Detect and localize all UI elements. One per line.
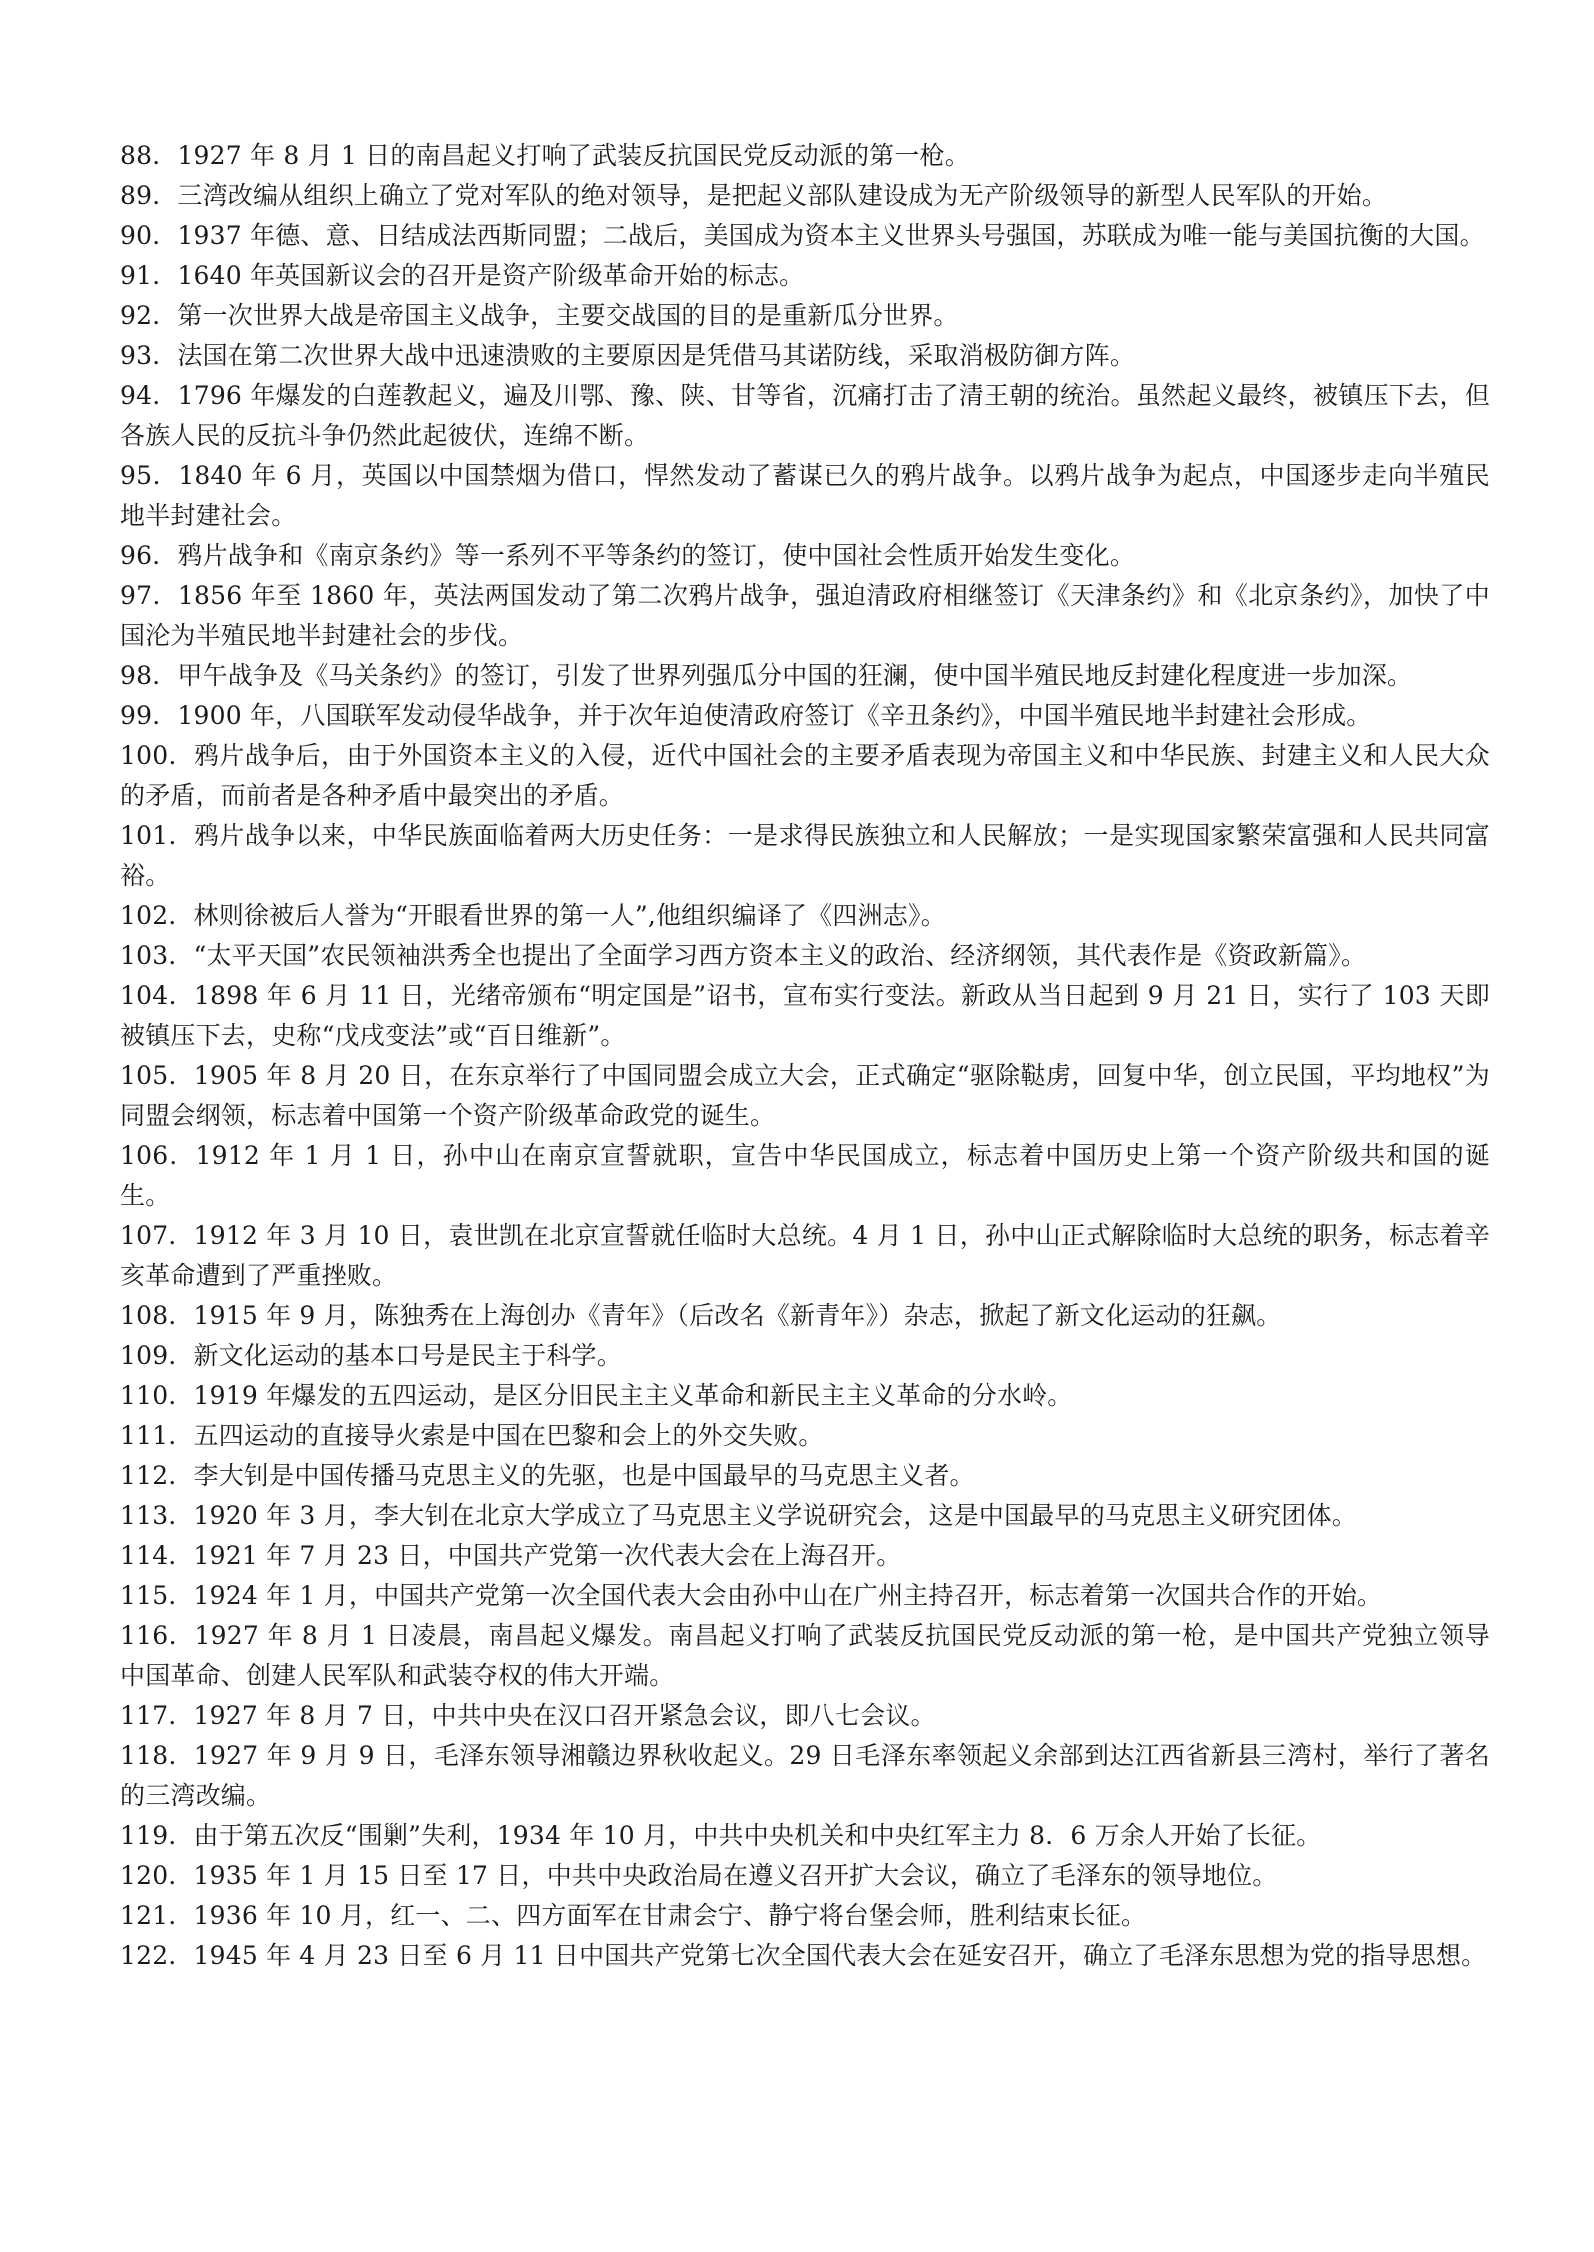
item-94: 94．1796 年爆发的白莲教起义，遍及川鄂、豫、陕、甘等省，沉痛打击了清王朝的统治。虽然起义最终，被镇压下去，但各族人民的反抗斗争仍然此起彼伏，连绵不断。 xyxy=(120,381,1490,450)
item-121: 121．1936 年 10 月，红一、二、四方面军在甘肃会宁、静宁将台堡会师，胜利结束长征。 xyxy=(120,1901,1147,1930)
item-104: 104．1898 年 6 月 11 日，光绪帝颁布“明定国是”诏书，宣布实行变法。新政从当日起到 9 月 21 日，实行了 103 天即被镇压下去，史称“戊戌变法”或“百日维新”。 xyxy=(120,981,1490,1050)
item-107: 107．1912 年 3 月 10 日，袁世凯在北京宣誓就任临时大总统。4 月 1 日，孙中山正式解除临时大总统的职务，标志着辛亥革命遭到了严重挫败。 xyxy=(120,1221,1490,1290)
item-89: 89．三湾改编从组织上确立了党对军队的绝对领导，是把起义部队建设成为无产阶级领导的新型人民军队的开始。 xyxy=(120,181,1388,210)
item-108: 108．1915 年 9 月，陈独秀在上海创办《青年》（后改名《新青年》）杂志，掀起了新文化运动的狂飙。 xyxy=(120,1301,1282,1330)
item-93: 93．法国在第二次世界大战中迅速溃败的主要原因是凭借马其诺防线，采取消极防御方阵。 xyxy=(120,341,1136,370)
item-113: 113．1920 年 3 月，李大钊在北京大学成立了马克思主义学说研究会，这是中国最早的马克思主义研究团体。 xyxy=(120,1501,1357,1530)
item-112: 112．李大钊是中国传播马克思主义的先驱，也是中国最早的马克思主义者。 xyxy=(120,1461,975,1490)
item-91: 91．1640 年英国新议会的召开是资产阶级革命开始的标志。 xyxy=(120,261,805,290)
item-99: 99．1900 年，八国联军发动侵华战争，并于次年迫使清政府签订《辛丑条约》，中国半殖民地半封建社会形成。 xyxy=(120,701,1372,730)
item-109: 109．新文化运动的基本口号是民主于科学。 xyxy=(120,1341,622,1370)
item-119: 119．由于第五次反“围剿”失利，1934 年 10 月，中共中央机关和中央红军主力 8．6 万余人开始了长征。 xyxy=(120,1821,1322,1850)
item-103: 103．“太平天国”农民领袖洪秀全也提出了全面学习西方资本主义的政治、经济纲领，其代表作是《资政新篇》。 xyxy=(120,941,1367,970)
item-116: 116．1927 年 8 月 1 日凌晨，南昌起义爆发。南昌起义打响了武装反抗国民党反动派的第一枪，是中国共产党独立领导中国革命、创建人民军队和武装夺权的伟大开端。 xyxy=(120,1621,1490,1690)
item-118: 118．1927 年 9 月 9 日，毛泽东领导湘赣边界秋收起义。29 日毛泽东率领起义余部到达江西省新县三湾村，举行了著名的三湾改编。 xyxy=(120,1741,1490,1810)
item-97: 97．1856 年至 1860 年，英法两国发动了第二次鸦片战争，强迫清政府相继签订《天津条约》和《北京条约》，加快了中国沦为半殖民地半封建社会的步伐。 xyxy=(120,581,1490,650)
item-114: 114．1921 年 7 月 23 日，中国共产党第一次代表大会在上海召开。 xyxy=(120,1541,902,1570)
item-105: 105．1905 年 8 月 20 日，在东京举行了中国同盟会成立大会，正式确定“驱除鞑虏，回复中华，创立民国，平均地权”为同盟会纲领，标志着中国第一个资产阶级革命政党的诞生。 xyxy=(120,1061,1490,1130)
item-111: 111．五四运动的直接导火索是中国在巴黎和会上的外交失败。 xyxy=(120,1421,824,1450)
document-page xyxy=(120,136,1490,1976)
item-88: 88．1927 年 8 月 1 日的南昌起义打响了武装反抗国民党反动派的第一枪。 xyxy=(120,141,970,170)
item-115: 115．1924 年 1 月，中国共产党第一次全国代表大会由孙中山在广州主持召开，标志着第一次国共合作的开始。 xyxy=(120,1581,1383,1610)
item-100: 100．鸦片战争后，由于外国资本主义的入侵，近代中国社会的主要矛盾表现为帝国主义和中华民族、封建主义和人民大众的矛盾，而前者是各种矛盾中最突出的矛盾。 xyxy=(120,741,1490,810)
item-96: 96．鸦片战争和《南京条约》等一系列不平等条约的签订，使中国社会性质开始发生变化。 xyxy=(120,541,1136,570)
item-120: 120．1935 年 1 月 15 日至 17 日，中共中央政治局在遵义召开扩大会议，确立了毛泽东的领导地位。 xyxy=(120,1861,1278,1890)
item-117: 117．1927 年 8 月 7 日，中共中央在汉口召开紧急会议，即八七会议。 xyxy=(120,1701,936,1730)
item-90: 90．1937 年德、意、日结成法西斯同盟；二战后，美国成为资本主义世界头号强国，苏联成为唯一能与美国抗衡的大国。 xyxy=(120,221,1485,250)
item-110: 110．1919 年爆发的五四运动，是区分旧民主主义革命和新民主主义革命的分水岭。 xyxy=(120,1381,1073,1410)
item-92: 92．第一次世界大战是帝国主义战争，主要交战国的目的是重新瓜分世界。 xyxy=(120,301,959,330)
item-122: 122．1945 年 4 月 23 日至 6 月 11 日中国共产党第七次全国代表大会在延安召开，确立了毛泽东思想为党的指导思想。 xyxy=(120,1941,1487,1970)
item-106: 106．1912 年 1 月 1 日，孙中山在南京宣誓就职，宣告中华民国成立，标志着中国历史上第一个资产阶级共和国的诞生。 xyxy=(120,1141,1490,1210)
item-98: 98．甲午战争及《马关条约》的签订，引发了世界列强瓜分中国的狂澜，使中国半殖民地反封建化程度进一步加深。 xyxy=(120,661,1413,690)
item-95: 95．1840 年 6 月，英国以中国禁烟为借口，悍然发动了蓄谋已久的鸦片战争。以鸦片战争为起点，中国逐步走向半殖民地半封建社会。 xyxy=(120,461,1490,530)
item-101: 101．鸦片战争以来，中华民族面临着两大历史任务：一是求得民族独立和人民解放；一是实现国家繁荣富强和人民共同富裕。 xyxy=(120,821,1490,890)
item-102: 102．林则徐被后人誉为“开眼看世界的第一人”,他组织编译了《四洲志》。 xyxy=(120,901,946,930)
